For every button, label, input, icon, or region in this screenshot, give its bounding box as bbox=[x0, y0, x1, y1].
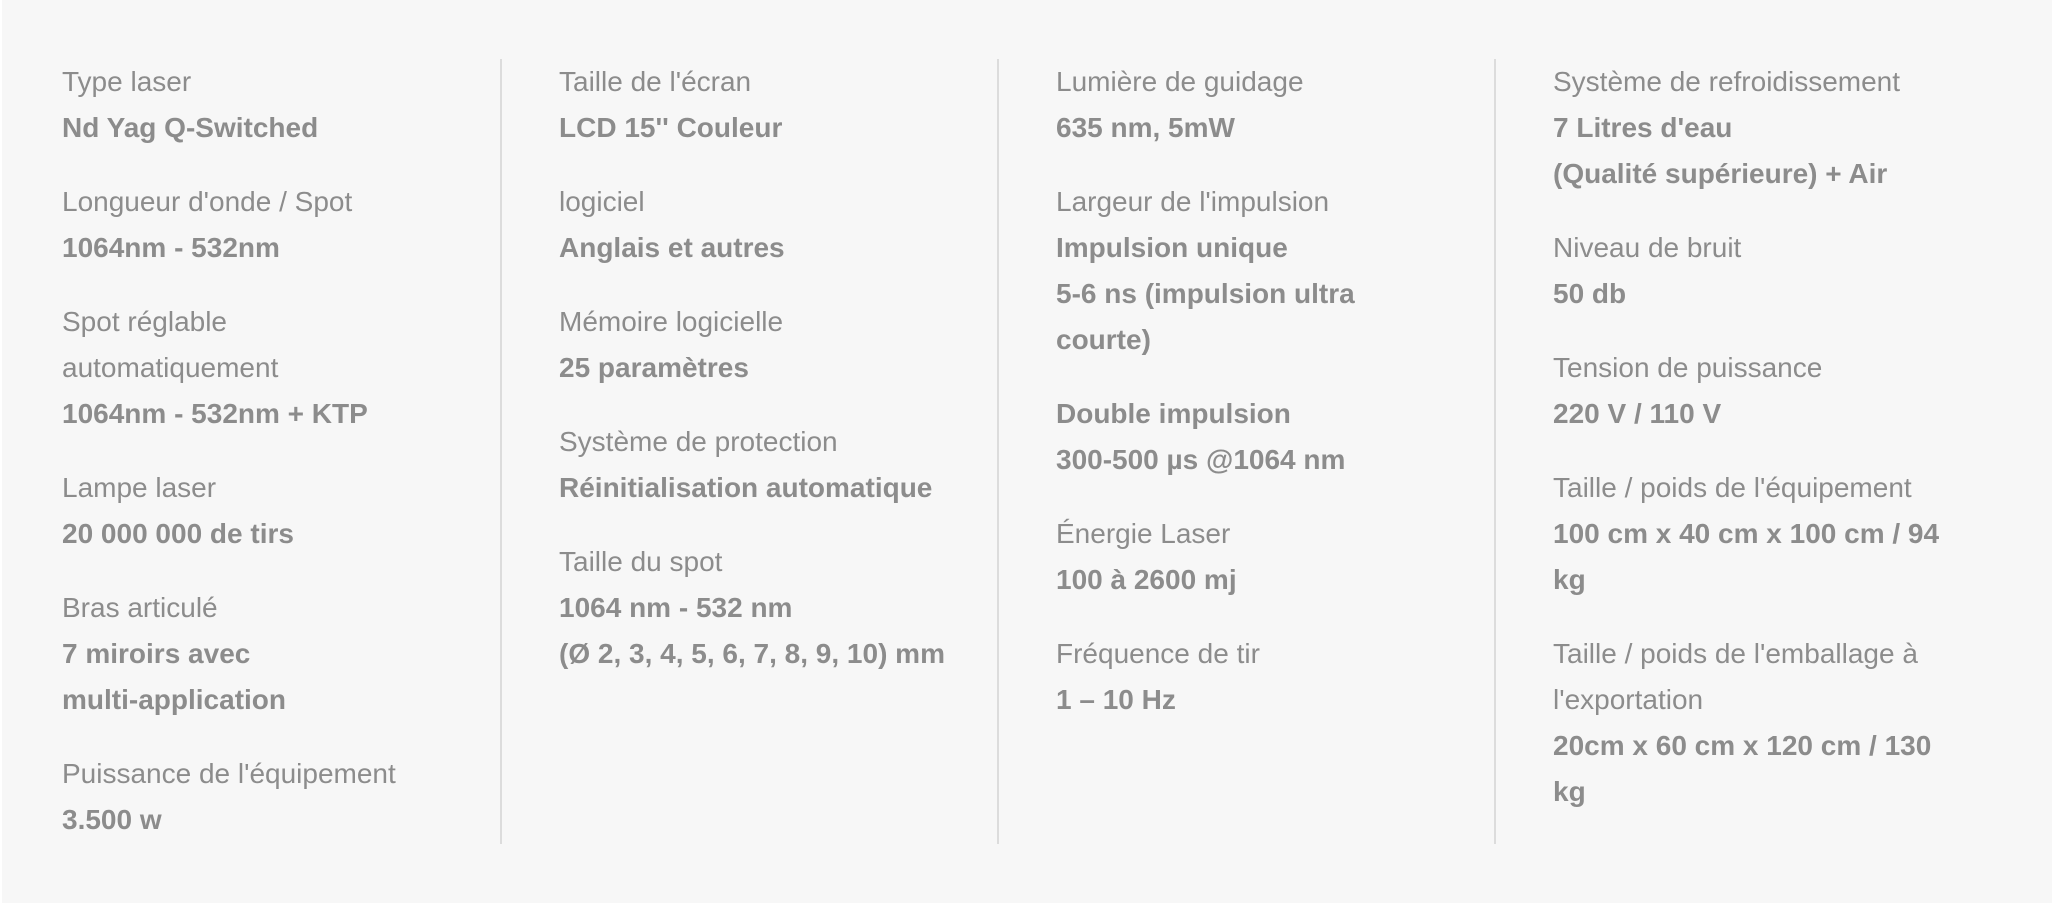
spec-value: 20 000 000 de tirs bbox=[62, 518, 294, 549]
spec-value: 7 Litres d'eau (Qualité supérieure) + Air bbox=[1553, 112, 1888, 189]
spec-label: Puissance de l'équipement bbox=[62, 758, 396, 789]
spec-label: Tension de puissance bbox=[1553, 352, 1823, 383]
spec-value: 220 V / 110 V bbox=[1553, 398, 1722, 429]
spec-label: Spot réglable automatiquement bbox=[62, 306, 279, 383]
spec-label: Taille du spot bbox=[559, 546, 723, 577]
spec-item bbox=[62, 59, 502, 151]
spec-label: Lampe laser bbox=[62, 472, 217, 503]
spec-label: Taille / poids de l'équipement bbox=[1553, 472, 1912, 503]
spec-value: Nd Yag Q-Switched bbox=[62, 112, 319, 143]
column-divider bbox=[997, 59, 999, 844]
specs-column-3 bbox=[1056, 59, 1496, 844]
specs-columns bbox=[2, 59, 2052, 844]
spec-value: 1064 nm - 532 nm (Ø 2, 3, 4, 5, 6, 7, 8, 9, 10) mm bbox=[559, 592, 945, 669]
spec-label: Énergie Laser bbox=[1056, 518, 1231, 549]
specs-column-1 bbox=[62, 59, 502, 844]
spec-item bbox=[559, 179, 999, 271]
spec-value: Réinitialisation automatique bbox=[559, 472, 933, 503]
spec-label: Taille de l'écran bbox=[559, 66, 752, 97]
specs-panel bbox=[2, 0, 2052, 903]
spec-item bbox=[62, 299, 502, 437]
spec-item bbox=[62, 751, 502, 843]
spec-value: 100 cm x 40 cm x 100 cm / 94 kg bbox=[1553, 518, 1940, 595]
spec-item bbox=[62, 179, 502, 271]
spec-value: 1064nm - 532nm bbox=[62, 232, 280, 263]
spec-label: Fréquence de tir bbox=[1056, 638, 1260, 669]
spec-value: 7 miroirs avec multi-application bbox=[62, 638, 286, 715]
spec-item bbox=[1553, 345, 2003, 437]
spec-value: 50 db bbox=[1553, 278, 1627, 309]
spec-label: Mémoire logicielle bbox=[559, 306, 784, 337]
spec-item bbox=[62, 465, 502, 557]
spec-item bbox=[559, 299, 999, 391]
spec-label: Système de refroidissement bbox=[1553, 66, 1901, 97]
specs-column-2 bbox=[559, 59, 999, 844]
spec-value: 20cm x 60 cm x 120 cm / 130 kg bbox=[1553, 730, 1932, 807]
spec-label: Taille / poids de l'emballage à l'exportation bbox=[1553, 638, 1918, 715]
spec-item bbox=[1056, 511, 1496, 603]
spec-label: logiciel bbox=[559, 186, 645, 217]
spec-value: 25 paramètres bbox=[559, 352, 749, 383]
spec-value: 3.500 w bbox=[62, 804, 162, 835]
spec-item bbox=[62, 585, 502, 723]
spec-value: 1 – 10 Hz bbox=[1056, 684, 1176, 715]
spec-label: Système de protection bbox=[559, 426, 838, 457]
spec-item bbox=[559, 419, 999, 511]
specs-column-4 bbox=[1553, 59, 2003, 844]
spec-item bbox=[1553, 465, 2003, 603]
spec-item bbox=[559, 539, 999, 677]
spec-label: Type laser bbox=[62, 66, 192, 97]
spec-item bbox=[1553, 59, 2003, 197]
spec-value: Anglais et autres bbox=[559, 232, 785, 263]
spec-value: 1064nm - 532nm + KTP bbox=[62, 398, 368, 429]
spec-value: Double impulsion 300-500 µs @1064 nm bbox=[1056, 398, 1346, 475]
spec-value: 635 nm, 5mW bbox=[1056, 112, 1235, 143]
spec-item bbox=[1056, 59, 1496, 151]
spec-value: Impulsion unique 5-6 ns (impulsion ultra courte) bbox=[1056, 232, 1355, 355]
spec-item bbox=[1056, 631, 1496, 723]
spec-label: Niveau de bruit bbox=[1553, 232, 1742, 263]
spec-value: LCD 15'' Couleur bbox=[559, 112, 783, 143]
spec-item bbox=[1056, 179, 1496, 483]
spec-item bbox=[1553, 225, 2003, 317]
column-divider bbox=[500, 59, 502, 844]
spec-label: Longueur d'onde / Spot bbox=[62, 186, 353, 217]
column-divider bbox=[1494, 59, 1496, 844]
spec-item bbox=[559, 59, 999, 151]
spec-value: 100 à 2600 mj bbox=[1056, 564, 1237, 595]
spec-label: Lumière de guidage bbox=[1056, 66, 1304, 97]
spec-label: Largeur de l'impulsion bbox=[1056, 186, 1330, 217]
spec-item bbox=[1553, 631, 2003, 815]
spec-label: Bras articulé bbox=[62, 592, 218, 623]
